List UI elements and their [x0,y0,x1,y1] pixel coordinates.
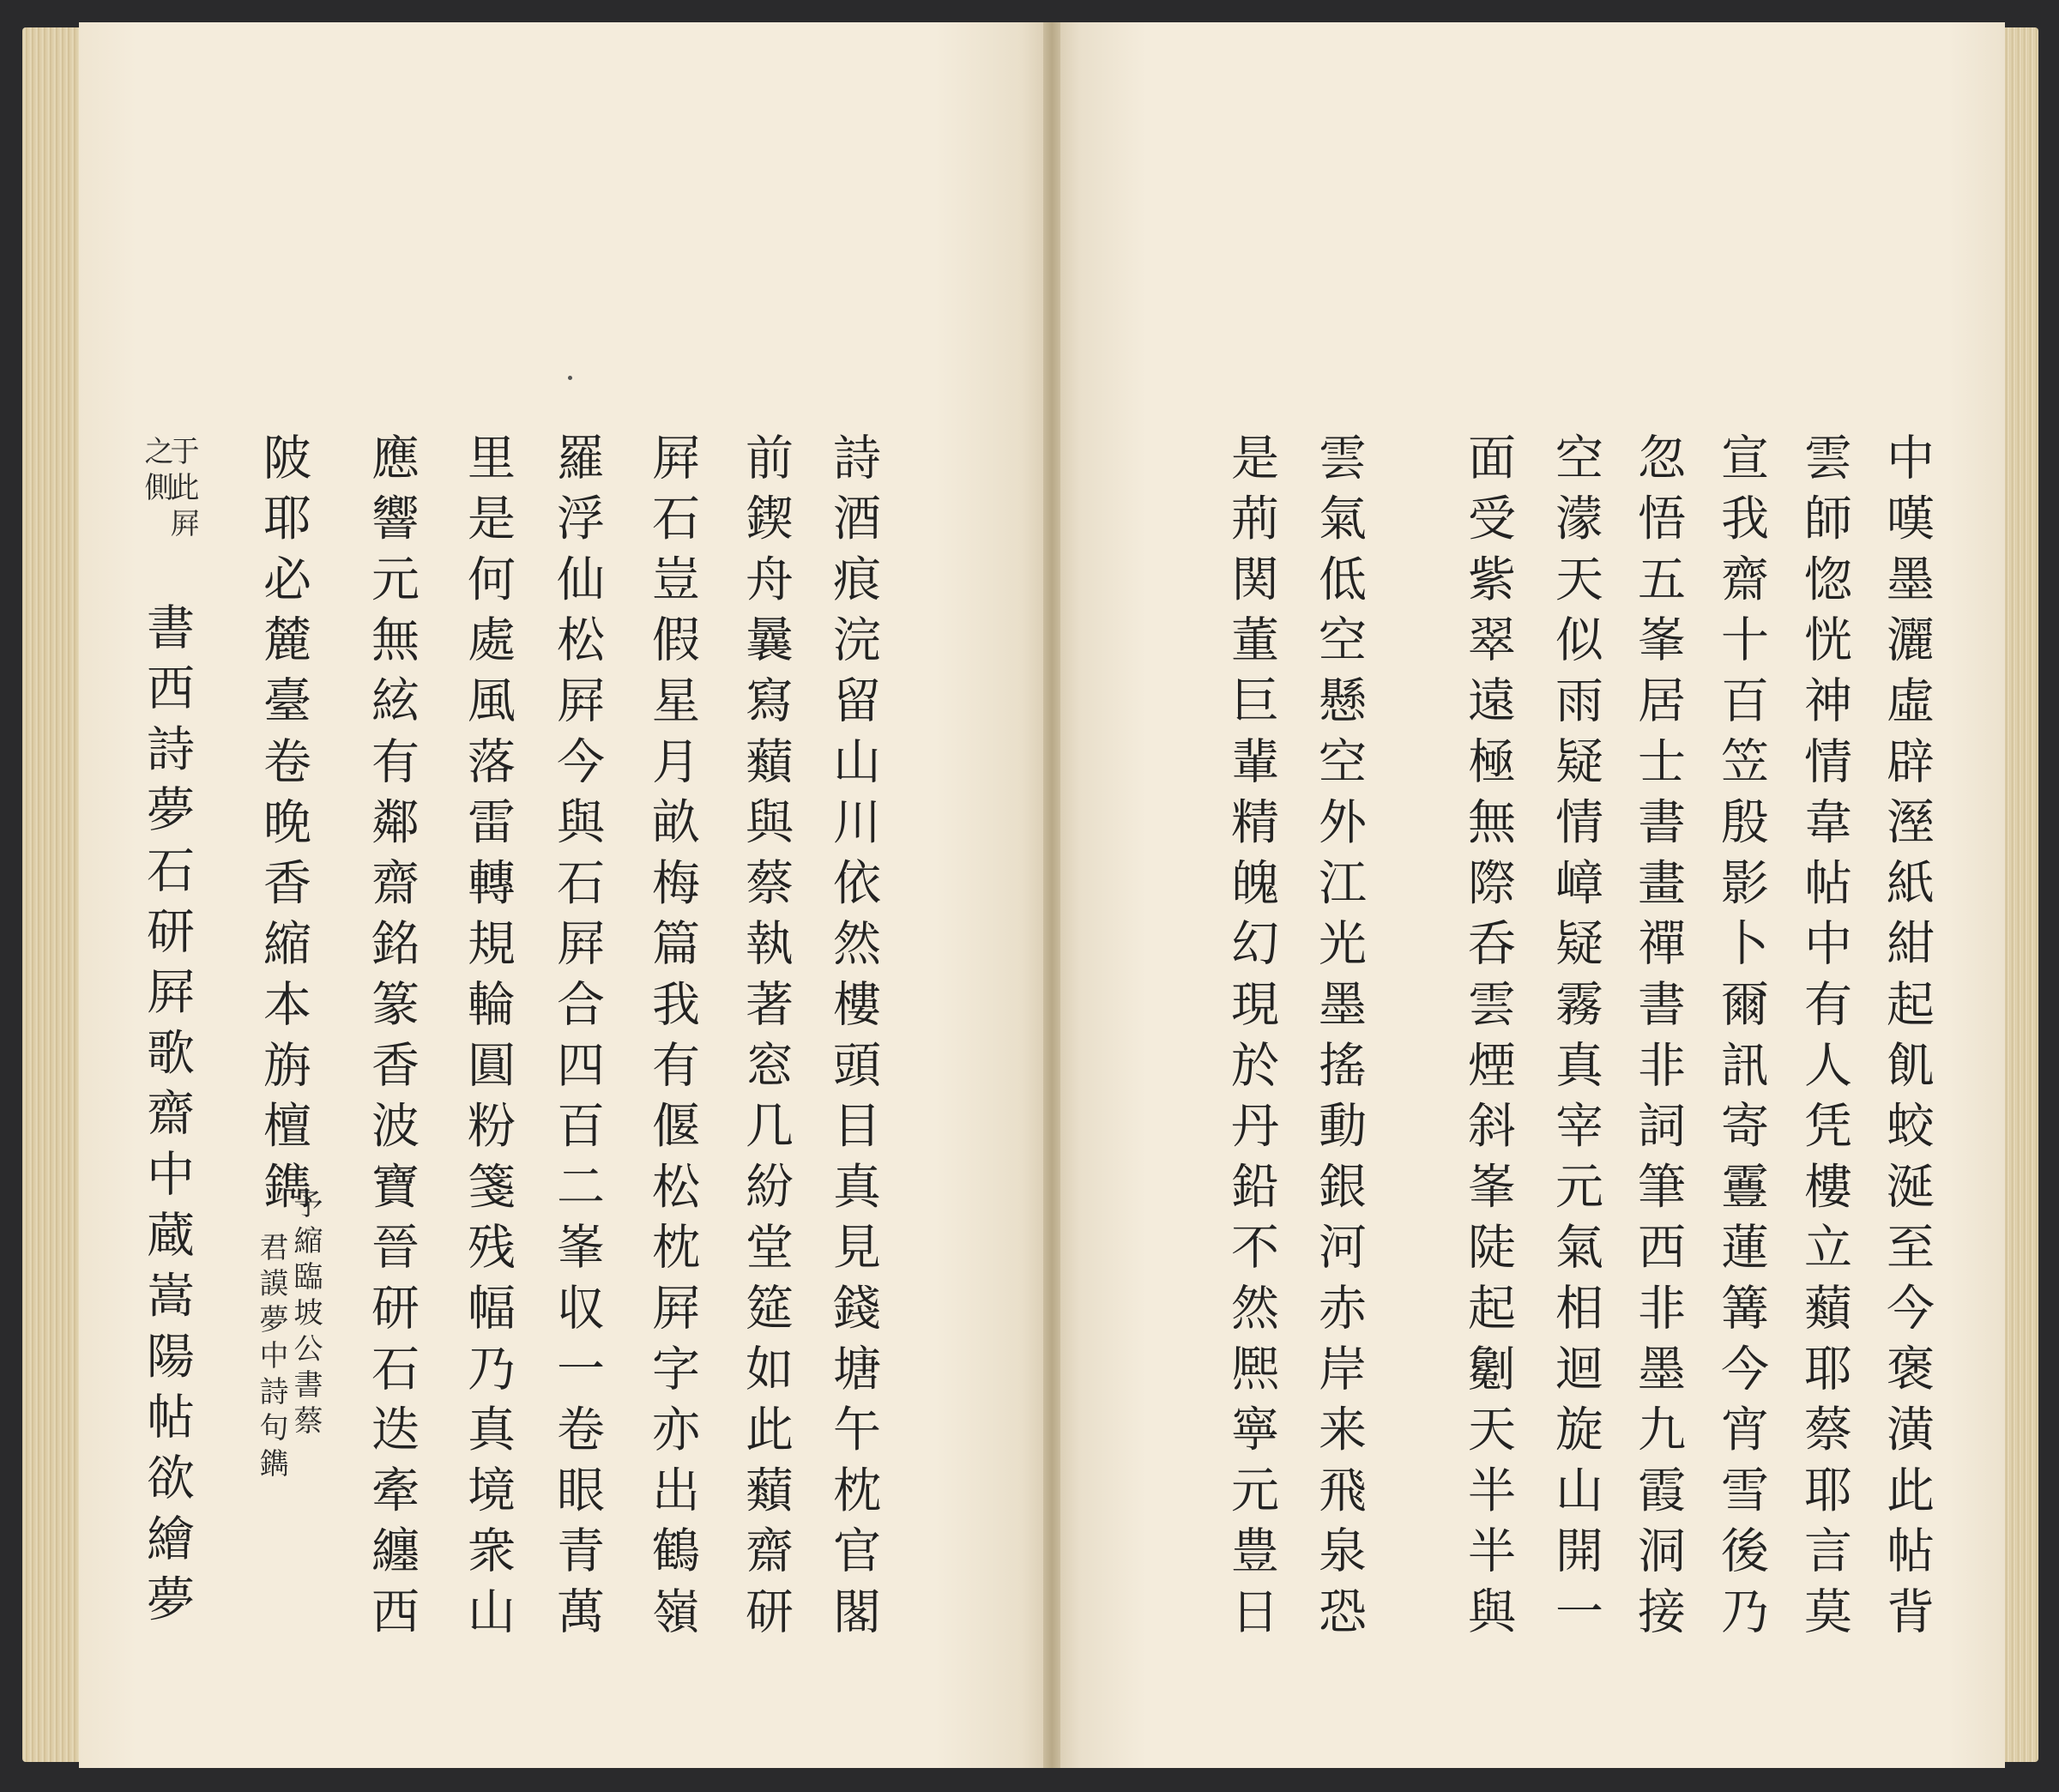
left-column-5: 里是何處風落雷轉規輪圓粉箋残幅乃真境衆山 [460,432,516,1647]
left-column-8-note-right: 于此屛 [165,436,199,544]
left-column-7-note-right: 予縮臨坡公書蔡 [288,1189,323,1441]
ink-dot [568,376,572,380]
left-column-8: 書西詩夢石研屛歌齋中蔵嵩陽帖欲繪夢 [139,602,195,1635]
left-column-1: 詩酒痕浣留山川依然樓頭目真見錢塘午枕官閣 [825,432,881,1647]
page-edges-left [22,27,84,1762]
left-column-7: 陂耶必麓臺卷晚香縮本旃檀鐫 [256,432,311,1222]
open-book [22,22,2038,1768]
left-column-7-note-left: 君謨夢中詩句鐫 [254,1232,288,1484]
right-column-7: 雲氣低空懸空外江光墨搖動銀河赤岸来飛泉恐 [1311,432,1367,1647]
left-column-6: 應響元無絃有鄰齋銘篆香波寶晉研石迭牽纏西 [364,432,420,1647]
right-column-1: 中嘆墨灑虛辟溼紙紺起飢蛟涎至今褒潢此帖背 [1879,432,1935,1647]
right-column-4: 忽悟五峯居士書畫禪書非詞筆西非墨九霞洞接 [1630,432,1686,1647]
left-column-4: 羅浮仙松屛今與石屛合四百二峯収一卷眼青萬 [549,432,605,1647]
right-page [1051,22,2005,1768]
right-column-3: 宣我齋十百笠殷影卜爾訊寄霻蓮篝今宵雪後乃 [1713,432,1769,1647]
right-column-8: 是荊関董巨輩精魄幻現於丹鉛不然熈寧元豊日 [1223,432,1279,1647]
page-edges-right [2004,27,2038,1762]
left-column-8-note-left: 之側 [139,436,173,508]
book-gutter [1043,22,1060,1768]
left-column-3: 屛石豈假星月畝梅篇我有偃松枕屛字亦出鶴嶺 [644,432,700,1647]
right-column-6: 面受紫翠遠極無際呑雲煙斜峯陡起劖天半半與 [1460,432,1516,1647]
left-column-2: 前鍥舟曩寫蘱與蔡執著窓几紛堂筵如此蘱齋研 [738,432,794,1647]
right-column-2: 雲師惚恍神情韋帖中有人凭樓立蘱耶蔡耶言莫 [1796,432,1852,1647]
right-column-5: 空濛天似雨疑情嶂疑霧真宰元氣相迴旋山開一 [1548,432,1603,1647]
